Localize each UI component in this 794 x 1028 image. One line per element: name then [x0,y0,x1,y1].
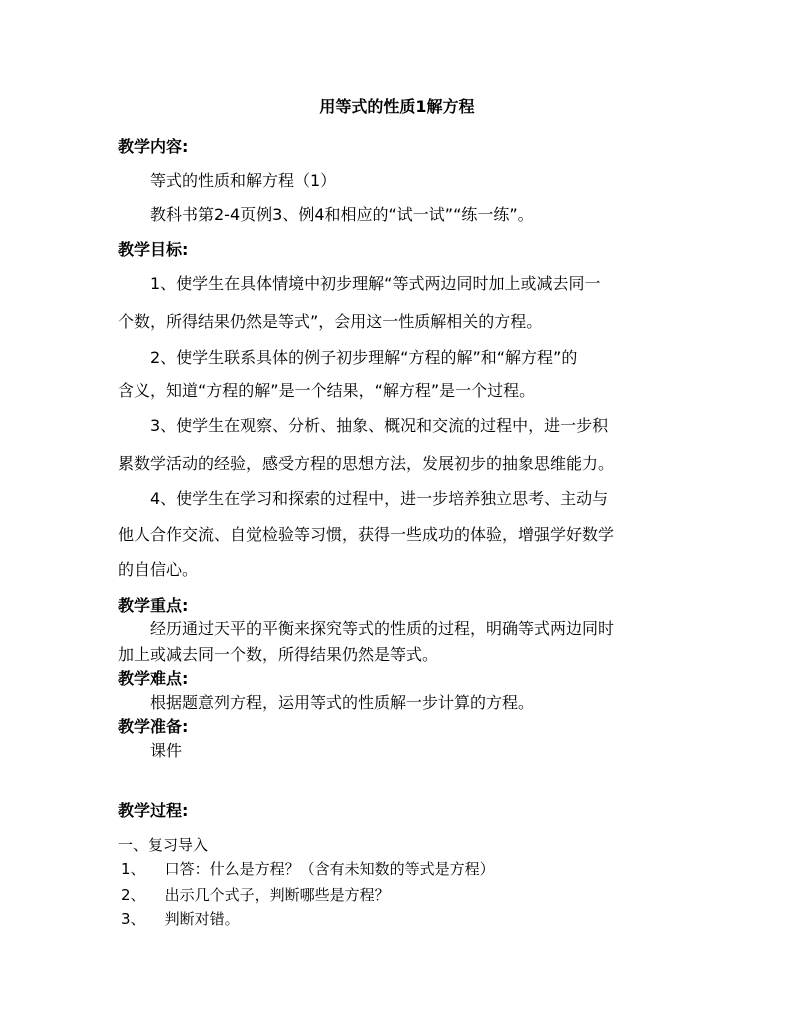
content-heading: 教学内容: [118,137,189,156]
prep-heading: 教学准备: [118,717,189,736]
goal-line-2: 个数，所得结果仍然是等式”，会用这一性质解相关的方程。 [118,312,543,331]
difficulty-heading: 教学难点: [118,669,189,688]
content-line-1: 等式的性质和解方程（1） [150,171,337,190]
goal-line-5: 3、使学生在观察、分析、抽象、概况和交流的过程中，进一步积 [150,416,609,435]
process-line-1: 一、复习导入 [118,836,209,854]
key-heading: 教学重点: [118,596,189,615]
document-title: 用等式的性质1解方程 [319,97,475,116]
goal-line-8: 他人合作交流、自觉检验等习惯，获得一些成功的体验，增强学好数学 [118,525,615,544]
goal-line-9: 的自信心。 [118,560,199,579]
process-line-4: 3、 判断对错。 [121,910,240,928]
content-line-2: 教科书第2-4页例3、例4和相应的“试一试”“练一练”。 [150,205,534,224]
process-heading: 教学过程: [118,801,189,820]
goal-line-1: 1、使学生在具体情境中初步理解“等式两边同时加上或减去同一 [150,274,601,293]
goal-line-7: 4、使学生在学习和探索的过程中，进一步培养独立思考、主动与 [150,489,609,508]
goals-heading: 教学目标: [118,240,189,259]
key-line-1: 经历通过天平的平衡来探究等式的性质的过程，明确等式两边同时 [150,619,615,638]
process-line-3: 2、 出示几个式子，判断哪些是方程？ [121,886,390,904]
goal-line-4: 含义，知道“方程的解”是一个结果，“解方程”是一个过程。 [118,381,536,400]
difficulty-line-1: 根据题意列方程，运用等式的性质解一步计算的方程。 [150,693,535,712]
prep-line-1: 课件 [150,741,183,760]
key-line-2: 加上或减去同一个数，所得结果仍然是等式。 [118,645,439,664]
goal-line-6: 累数学活动的经验，感受方程的思想方法，发展初步的抽象思维能力。 [118,454,615,473]
goal-line-3: 2、使学生联系具体的例子初步理解“方程的解”和“解方程”的 [150,348,578,367]
process-line-2: 1、 口答：什么是方程？（含有未知数的等式是方程） [121,860,495,878]
